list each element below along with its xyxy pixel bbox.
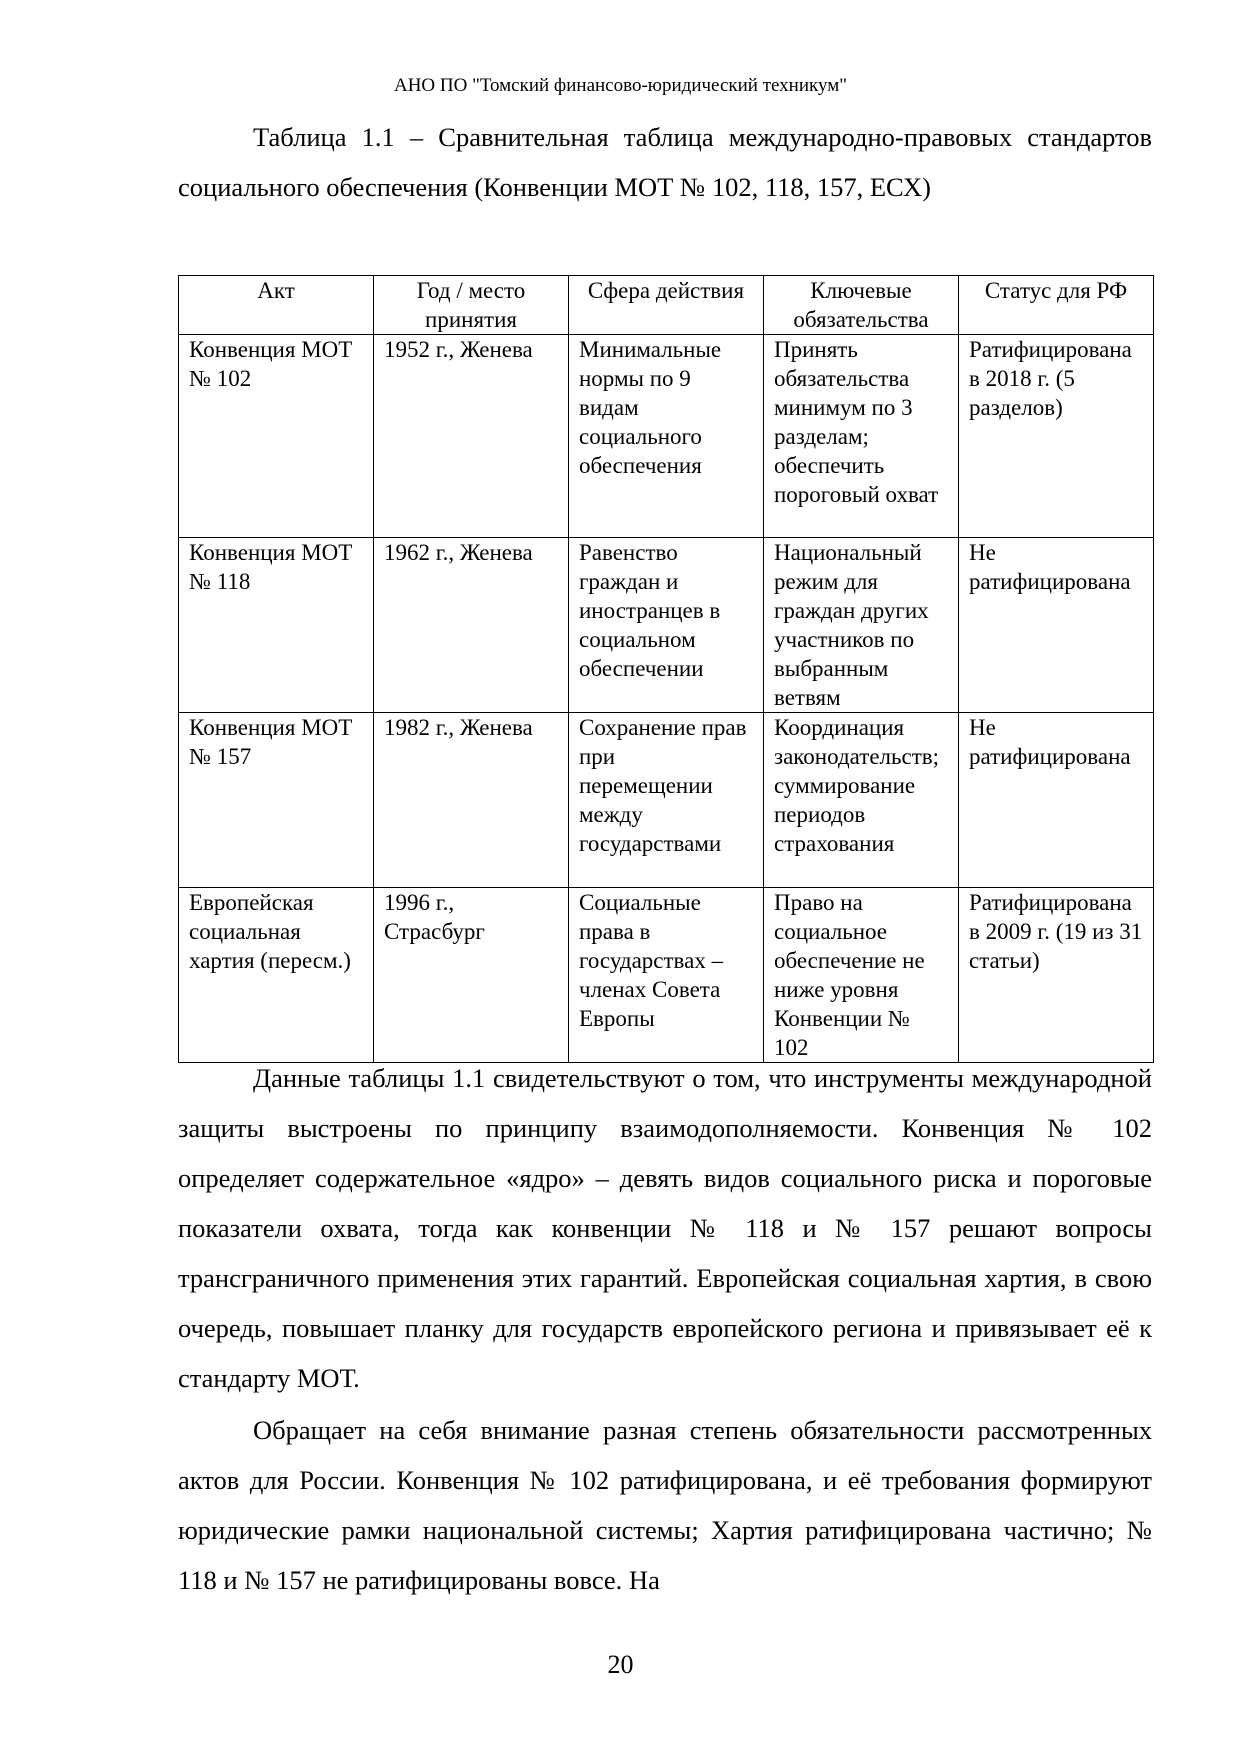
table-cell: Ратифицирована в 2018 г. (5 разделов) (959, 335, 1154, 538)
table-cell: Европейская социальная хартия (пересм.) (179, 888, 374, 1063)
table-cell: 1982 г., Женева (374, 713, 569, 888)
column-header: Сфера действия (569, 276, 764, 335)
comparison-table (178, 275, 1154, 1063)
body-paragraph: Обращает на себя внимание разная степень обязательности рассмотренных актов для России. Конвенция № 102 ратифицирована, и её требования формируют юридические рамки национальной системы; Хартия ратифицирована частично; № 118 и № 157 не ратифицированы вовсе. На (178, 1415, 1152, 1595)
table-cell: Конвенция МОТ № 118 (179, 538, 374, 713)
table-caption: Таблица 1.1 – Сравнительная таблица международно-правовых стандартов социального обеспечения (Конвенции МОТ № 102, 118, 157, ЕСХ) (178, 122, 1152, 202)
table-cell: Не ратифицирована (959, 713, 1154, 888)
table-row (179, 335, 1154, 538)
table-cell: Конвенция МОТ № 157 (179, 713, 374, 888)
table-cell: Ратифицирована в 2009 г. (19 из 31 статьи) (959, 888, 1154, 1063)
page-number: 20 (607, 1650, 634, 1679)
table-cell: Конвенция МОТ № 102 (179, 335, 374, 538)
column-header: Год / место принятия (374, 276, 569, 335)
table-cell: Национальный режим для граждан других участников по выбранным ветвям (764, 538, 959, 713)
table-cell: Равенство граждан и иностранцев в социальном обеспечении (569, 538, 764, 713)
table-cell: Право на социальное обеспечение не ниже уровня Конвенции № 102 (764, 888, 959, 1063)
table-cell: 1996 г., Страсбург (374, 888, 569, 1063)
table-row (179, 888, 1154, 1063)
table-header-row (179, 276, 1154, 335)
table-cell: Принять обязательства минимум по 3 разделам; обеспечить пороговый охват (764, 335, 959, 538)
table-cell: Социальные права в государствах – членах Совета Европы (569, 888, 764, 1063)
table-cell: Сохранение прав при перемещении между государствами (569, 713, 764, 888)
running-header: АНО ПО "Томский финансово-юридический техникум" (393, 75, 848, 96)
table-row (179, 713, 1154, 888)
table-cell: Не ратифицирована (959, 538, 1154, 713)
table-cell: 1952 г., Женева (374, 335, 569, 538)
table-cell: Координация законодательств; суммирование периодов страхования (764, 713, 959, 888)
table-row (179, 538, 1154, 713)
table-cell: 1962 г., Женева (374, 538, 569, 713)
body-paragraph: Данные таблицы 1.1 свидетельствуют о том, что инструменты международной защиты выстроены по принципу взаимодополняемости. Конвенция № 102 определяет содержательное «ядро» – девять видов социального риска и пороговые показатели охвата, тогда как конвенции № 118 и № 157 решают вопросы трансграничного применения этих гарантий. Европейская социальная хартия, в свою очередь, повышает планку для государств европейского региона и привязывает её к стандарту МОТ. (178, 1063, 1152, 1393)
column-header: Статус для РФ (959, 276, 1154, 335)
table-cell: Минимальные нормы по 9 видам социального обеспечения (569, 335, 764, 538)
column-header: Ключевые обязательства (764, 276, 959, 335)
column-header: Акт (179, 276, 374, 335)
